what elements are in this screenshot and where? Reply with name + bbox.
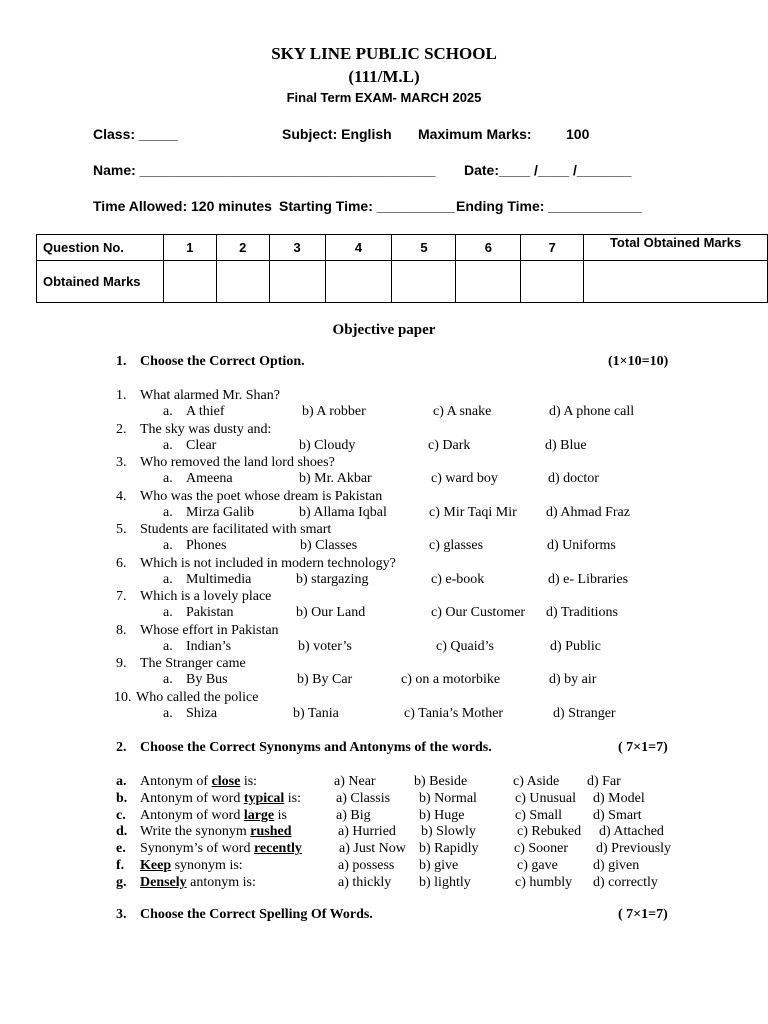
section2-title: Choose the Correct Synonyms and Antonyms of the words. xyxy=(140,740,492,755)
option: c) e-book xyxy=(431,571,485,587)
max-marks-value: 100 xyxy=(566,126,590,142)
date-field: Date:____ /____ /_______ xyxy=(464,162,632,178)
option: d) Ahmad Fraz xyxy=(546,504,630,520)
option: b) Beside xyxy=(414,774,468,789)
item-letter: b. xyxy=(116,790,128,806)
ending-time: Ending Time: ____________ xyxy=(456,198,642,214)
marks-cell xyxy=(269,261,325,303)
option: b) By Car xyxy=(297,672,353,687)
option: c) on a motorbike xyxy=(401,672,501,687)
option: b) Our Land xyxy=(296,605,366,620)
question-number: 5. xyxy=(116,522,127,537)
option: c) Unusual xyxy=(515,790,577,806)
option: d) Model xyxy=(593,790,645,806)
option: b) A robber xyxy=(302,404,366,419)
prompt-text: Antonym of word xyxy=(140,790,244,806)
time-allowed: Time Allowed: 120 minutes xyxy=(93,198,272,214)
question-number: 2 xyxy=(216,235,269,261)
obtained-marks-label: Obtained Marks xyxy=(37,261,164,303)
question-number: 9. xyxy=(116,656,127,671)
question-number: 10. xyxy=(114,689,132,705)
item-prompt xyxy=(140,841,302,857)
option: d) Blue xyxy=(545,437,587,453)
option: By Bus xyxy=(186,672,228,687)
key-word: rushed xyxy=(250,824,292,840)
option: b) voter’s xyxy=(298,638,352,654)
question-number: 6. xyxy=(116,555,127,571)
question-number: 1 xyxy=(163,235,216,261)
option: d) A phone call xyxy=(549,404,635,419)
prompt-text: Write the synonym xyxy=(140,824,251,840)
option: c) gave xyxy=(517,858,558,873)
prompt-text: Antonym of word xyxy=(140,807,244,823)
question-text: The Stranger came xyxy=(140,656,246,671)
item-prompt xyxy=(140,774,257,790)
option: Clear xyxy=(186,437,217,453)
prompt-text: is: xyxy=(284,790,302,806)
option: b) give xyxy=(419,858,459,873)
section1-marks: (1×10=10) xyxy=(608,354,669,369)
option: A thief xyxy=(186,404,225,419)
marks-cell xyxy=(163,261,216,303)
option: d) correctly xyxy=(593,874,658,890)
option-letter: a. xyxy=(163,571,173,587)
option: b) Tania xyxy=(293,705,339,721)
question-number: 4. xyxy=(116,488,127,504)
item-prompt xyxy=(140,875,256,891)
starting-time: Starting Time: __________ xyxy=(279,198,455,214)
option: c) humbly xyxy=(515,874,573,890)
item-letter: d. xyxy=(116,824,128,840)
option: c) Rebuked xyxy=(517,824,582,840)
question-text: What alarmed Mr. Shan? xyxy=(140,388,280,403)
question-text: Which is a lovely place xyxy=(140,589,272,604)
option: c) Small xyxy=(515,807,563,823)
section2-marks: ( 7×1=7) xyxy=(618,740,668,755)
prompt-text: is xyxy=(274,807,287,823)
option: d) doctor xyxy=(548,471,599,486)
option: b) Rapidly xyxy=(419,841,479,857)
option-letter: a. xyxy=(163,471,173,486)
option: a) Big xyxy=(336,807,371,823)
question-number: 3. xyxy=(116,455,127,470)
option: Multimedia xyxy=(186,571,252,587)
option: a) possess xyxy=(338,858,395,873)
key-word: Keep xyxy=(140,858,172,873)
option: d) Far xyxy=(587,774,621,789)
option: c) glasses xyxy=(429,538,484,553)
option-letter: a. xyxy=(163,672,173,687)
option-letter: a. xyxy=(163,638,173,654)
option: b) Classes xyxy=(300,538,358,553)
option: c) ward boy xyxy=(431,471,498,486)
question-number: 7 xyxy=(521,235,584,261)
question-number: 7. xyxy=(116,589,127,604)
option: c) Dark xyxy=(428,437,471,453)
section1-number: 1. xyxy=(116,354,127,369)
option-letter: a. xyxy=(163,504,173,520)
section2-number: 2. xyxy=(116,740,127,755)
option: Mirza Galib xyxy=(186,504,255,520)
key-word: Densely xyxy=(140,874,187,890)
key-word: large xyxy=(243,807,275,823)
marks-cell xyxy=(584,261,768,303)
option: b) Huge xyxy=(419,807,465,823)
option: d) Public xyxy=(550,638,601,654)
item-prompt xyxy=(140,808,287,824)
item-prompt xyxy=(140,791,301,807)
item-prompt xyxy=(140,824,291,840)
class-field: Class: _____ xyxy=(93,126,178,142)
option: b) stargazing xyxy=(296,571,369,587)
item-prompt xyxy=(140,858,243,874)
marks-cell xyxy=(325,261,392,303)
max-marks-label: Maximum Marks: xyxy=(418,126,532,142)
option: d) Previously xyxy=(596,841,672,857)
option: a) Hurried xyxy=(338,824,396,840)
option-letter: a. xyxy=(163,538,173,553)
question-number: 2. xyxy=(116,421,127,437)
option: a) Just Now xyxy=(339,841,406,857)
section3-number: 3. xyxy=(116,907,127,922)
option-letter: a. xyxy=(163,705,173,721)
question-text: Who called the police xyxy=(136,689,259,705)
option: b) Cloudy xyxy=(299,437,356,453)
option: d) e- Libraries xyxy=(548,571,629,587)
option: a) Near xyxy=(334,774,376,789)
prompt-text: is: xyxy=(240,774,258,789)
item-letter: c. xyxy=(116,807,126,823)
question-text: The sky was dusty and: xyxy=(140,421,272,437)
option: d) by air xyxy=(549,672,597,687)
marks-cell xyxy=(216,261,269,303)
question-no-label: Question No. xyxy=(37,235,164,261)
exam-title: Final Term EXAM- MARCH 2025 xyxy=(286,90,482,105)
option: Shiza xyxy=(186,705,218,721)
question-number: 5 xyxy=(392,235,456,261)
option: c) Tania’s Mother xyxy=(404,705,504,721)
section3-marks: ( 7×1=7) xyxy=(618,907,668,922)
item-letter: a. xyxy=(116,774,127,789)
subject-field: Subject: English xyxy=(282,126,392,142)
option: b) Allama Iqbal xyxy=(299,504,387,520)
option: c) Mir Taqi Mir xyxy=(429,504,517,520)
prompt-text: antonym is: xyxy=(186,874,256,890)
item-letter: e. xyxy=(116,841,126,857)
question-number: 3 xyxy=(269,235,325,261)
marks-cell xyxy=(456,261,521,303)
option: b) Normal xyxy=(419,790,477,806)
question-text: Whose effort in Pakistan xyxy=(140,622,279,638)
prompt-text: synonym is: xyxy=(171,858,243,873)
option: Phones xyxy=(186,538,227,553)
total-obtained-label: Total Obtained Marks xyxy=(584,235,768,261)
option: b) Mr. Akbar xyxy=(299,471,372,486)
option: c) Quaid’s xyxy=(436,638,494,654)
prompt-text: Synonym’s of word xyxy=(140,841,254,857)
option: d) Traditions xyxy=(546,605,618,620)
question-text: Which is not included in modern technology? xyxy=(140,555,396,571)
marks-cell xyxy=(392,261,456,303)
question-text: Who was the poet whose dream is Pakistan xyxy=(140,488,383,504)
option: d) Stranger xyxy=(553,705,616,721)
option: d) Attached xyxy=(599,824,664,840)
option: d) Smart xyxy=(593,807,642,823)
option: Pakistan xyxy=(186,605,234,620)
option: d) Uniforms xyxy=(547,538,616,553)
marks-cell xyxy=(521,261,584,303)
option: Indian’s xyxy=(186,638,232,654)
objective-title: Objective paper xyxy=(332,322,436,338)
item-letter: g. xyxy=(116,874,127,890)
option-letter: a. xyxy=(163,605,173,620)
question-text: Who removed the land lord shoes? xyxy=(140,455,335,470)
option: Ameena xyxy=(186,471,233,486)
key-word: typical xyxy=(243,790,285,806)
option: c) Sooner xyxy=(514,841,569,857)
school-code: (111/M.L) xyxy=(348,67,420,86)
marks-table xyxy=(36,234,768,303)
section1-title: Choose the Correct Option. xyxy=(140,354,305,369)
option: a) thickly xyxy=(338,874,392,890)
prompt-text: Antonym of xyxy=(140,774,212,789)
school-name: SKY LINE PUBLIC SCHOOL xyxy=(271,44,497,63)
question-number: 6 xyxy=(456,235,521,261)
section3-title: Choose the Correct Spelling Of Words. xyxy=(140,907,373,922)
option: b) Slowly xyxy=(421,824,476,840)
option: b) lightly xyxy=(419,874,471,890)
option-letter: a. xyxy=(163,437,173,453)
name-field: Name: ______________________________________ xyxy=(93,162,436,178)
option-letter: a. xyxy=(163,404,173,419)
question-text: Students are facilitated with smart xyxy=(140,522,332,537)
option: c) Aside xyxy=(513,774,560,789)
option: d) given xyxy=(593,858,640,873)
key-word: recently xyxy=(253,841,302,857)
option: c) Our Customer xyxy=(431,605,526,620)
question-number: 4 xyxy=(325,235,392,261)
question-number: 1. xyxy=(116,388,127,403)
option: a) Classis xyxy=(336,790,391,806)
item-letter: f. xyxy=(116,858,125,873)
key-word: close xyxy=(211,774,241,789)
question-number: 8. xyxy=(116,622,127,638)
option: c) A snake xyxy=(433,404,492,419)
